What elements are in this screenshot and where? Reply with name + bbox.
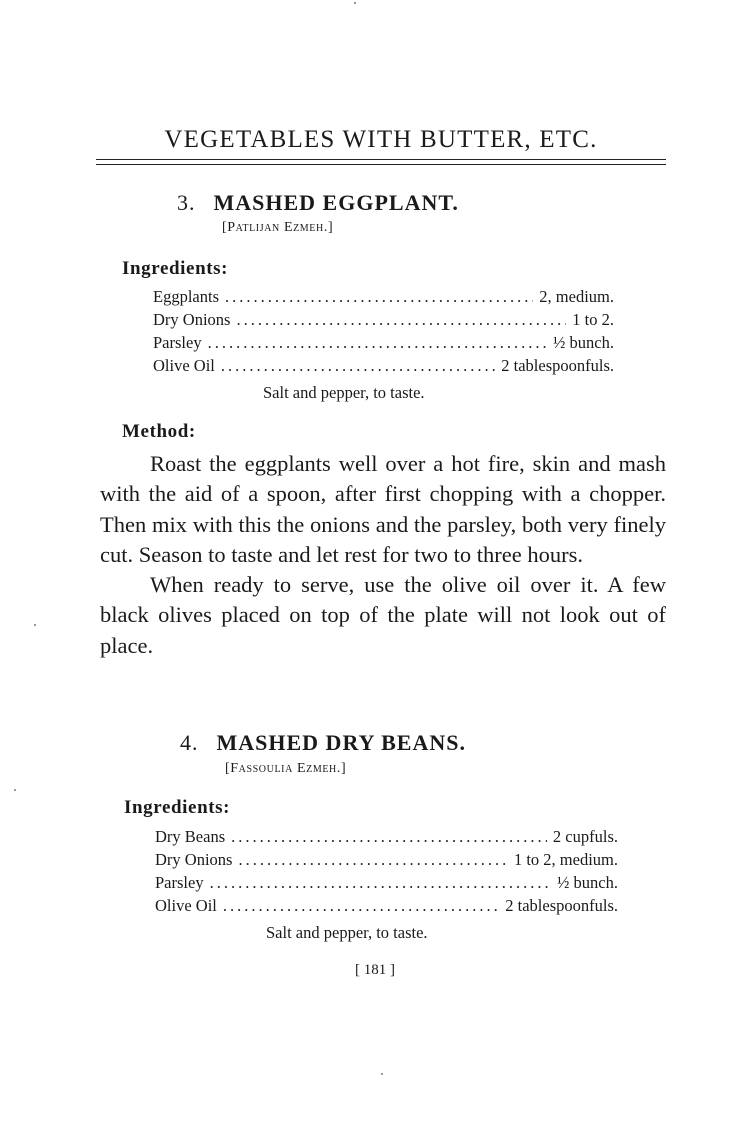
ingredient-name: Dry Onions: [153, 310, 231, 329]
ingredient-quantity: 2 tablespoonfuls.: [505, 896, 618, 915]
header-rule-thick: [96, 159, 666, 160]
recipe-number: 3.: [177, 190, 196, 215]
recipe-number: 4.: [180, 730, 199, 755]
ingredient-name: Dry Beans: [155, 827, 226, 846]
ingredient-row: [153, 310, 614, 333]
ingredients-heading: Ingredients:: [124, 797, 231, 818]
method-paragraph: Roast the eggplants well over a hot fire, skin and mash with the aid of a spoon, after first chopping with a chopper. Then mix with this the onions and the parsley, both very finely cut. Season to taste and let rest for two to three hours.: [100, 451, 666, 567]
dot-leader: [236, 310, 566, 330]
recipe-native-name: Fassoulia Ezmeh.: [230, 761, 341, 776]
seasoning-note: Salt and pepper, to taste.: [266, 923, 428, 942]
recipe-native-name: Patlijan Ezmeh.: [227, 220, 328, 235]
ingredient-row: [155, 827, 618, 850]
dot-leader: [210, 873, 551, 893]
dot-leader: [225, 287, 533, 307]
recipe-subtitle: [Patlijan Ezmeh.]: [222, 220, 334, 235]
ingredient-row: [155, 873, 618, 896]
running-head: VEGETABLES WITH BUTTER, ETC.: [164, 126, 598, 153]
dot-leader: [221, 356, 495, 376]
recipe-name: MASHED EGGPLANT.: [213, 190, 459, 215]
ingredients-list: [155, 827, 618, 919]
ingredients-heading: Ingredients:: [122, 258, 229, 279]
ingredient-name: Olive Oil: [155, 896, 217, 915]
recipe-title: [180, 730, 466, 756]
ingredient-row: [153, 287, 614, 310]
ingredient-quantity: 2 tablespoonfuls.: [501, 356, 614, 375]
ingredient-quantity: ½ bunch.: [553, 333, 614, 352]
ingredient-quantity: 1 to 2, medium.: [513, 850, 618, 869]
seasoning-note: Salt and pepper, to taste.: [263, 383, 425, 402]
ingredient-name: Dry Onions: [155, 850, 233, 869]
ingredient-quantity: 2, medium.: [539, 287, 614, 306]
ingredient-quantity: 1 to 2.: [572, 310, 614, 329]
method-text: [100, 449, 666, 661]
header-rule-thin: [96, 164, 666, 165]
ingredient-name: Parsley: [155, 873, 204, 892]
recipe-title: [177, 190, 459, 216]
dot-leader: [223, 896, 499, 916]
ingredient-name: Parsley: [153, 333, 202, 352]
dot-leader: [231, 827, 547, 847]
recipe-subtitle: [Fassoulia Ezmeh.]: [225, 761, 347, 776]
ingredient-quantity: ½ bunch.: [557, 873, 618, 892]
scan-speck: [354, 2, 356, 4]
ingredient-row: [153, 356, 614, 379]
dot-leader: [238, 850, 507, 870]
page-number: [ 181 ]: [355, 962, 395, 978]
recipe-name: MASHED DRY BEANS.: [216, 730, 466, 755]
ingredient-row: [155, 896, 618, 919]
ingredient-name: Eggplants: [153, 287, 219, 306]
scan-speck: [381, 1073, 383, 1075]
method-heading: Method:: [122, 421, 196, 442]
scan-speck: [34, 624, 36, 626]
ingredients-list: [153, 287, 614, 379]
ingredient-name: Olive Oil: [153, 356, 215, 375]
ingredient-row: [155, 850, 618, 873]
dot-leader: [208, 333, 547, 353]
scan-speck: [14, 789, 16, 791]
ingredient-row: [153, 333, 614, 356]
method-paragraph: When ready to serve, use the olive oil over it. A few black olives placed on top of the plate will not look out of place.: [100, 572, 666, 658]
ingredient-quantity: 2 cupfuls.: [552, 827, 618, 846]
